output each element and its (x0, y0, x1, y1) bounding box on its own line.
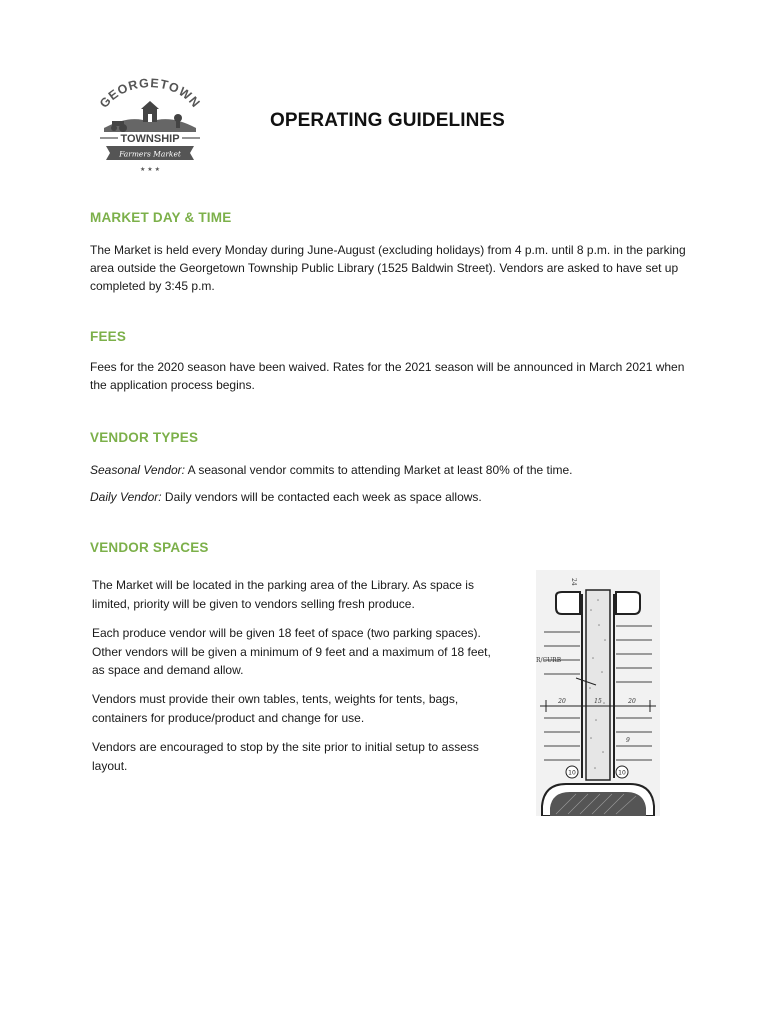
heading-fees: FEES (90, 329, 127, 344)
diagram-marker-left: 10 (568, 769, 576, 777)
seasonal-vendor-line (90, 461, 710, 479)
georgetown-township-farmers-market-logo (90, 78, 210, 178)
daily-vendor-label: Daily Vendor: (90, 490, 162, 504)
logo-banner-text: TOWNSHIP (120, 133, 180, 145)
page-title: OPERATING GUIDELINES (270, 110, 505, 131)
daily-vendor-text: Daily vendors will be contacted each week as space allows. (161, 490, 482, 504)
logo-subtitle: Farmers Market (119, 149, 181, 159)
heading-vendor-spaces: VENDOR SPACES (90, 540, 209, 555)
diagram-dim-center: 15 (594, 698, 602, 705)
seasonal-vendor-text: A seasonal vendor commits to attending Market at least 80% of the time. (184, 463, 573, 477)
vendor-spaces-paragraph-4: Vendors are encouraged to stop by the site prior to initial setup to assess layout. (92, 740, 479, 773)
diagram-dim-right: 20 (628, 698, 636, 705)
diagram-dim-vertical: 9 (626, 737, 630, 744)
diagram-curb-label: R/CURB (536, 657, 562, 664)
seasonal-vendor-label: Seasonal Vendor: (90, 463, 185, 477)
fees-text: Fees for the 2020 season have been waived. Rates for the 2021 season will be announced in March 2021 when the application process begins. (90, 360, 685, 392)
logo-stars: ★ ★ ★ (140, 166, 160, 173)
vendor-spaces-paragraph-3: Vendors must provide their own tables, tents, weights for tents, bags, containers for produce/product and change for use. (92, 692, 459, 725)
farm-silhouette-icon (104, 101, 196, 132)
vendor-spaces-paragraph-2: Each produce vendor will be given 18 feet of space (two parking spaces). Other vendors will be given a minimum of 9 feet and a maximum of 18 feet, as space and demand allow. (92, 626, 491, 677)
parking-layout-diagram (536, 570, 660, 816)
market-day-text: The Market is held every Monday during June-August (excluding holidays) from 4 p.m. until 8 p.m. in the parking area outside the Georgetown Township Public Library (1525 Baldwin Street). Vendors are asked to have set up completed by 3:45 p.m. (90, 243, 686, 293)
logo-arc-text: GEORGETOWN (96, 78, 204, 111)
diagram-top-label: 24 (570, 578, 577, 586)
heading-market-day: MARKET DAY & TIME (90, 210, 232, 225)
vendor-spaces-paragraph-1: The Market will be located in the parking area of the Library. As space is limited, priority will be given to vendors selling fresh produce. (92, 578, 474, 611)
daily-vendor-line (90, 488, 710, 506)
diagram-marker-right: 10 (618, 769, 626, 777)
diagram-dim-left: 20 (558, 698, 566, 705)
heading-vendor-types: VENDOR TYPES (90, 430, 199, 445)
